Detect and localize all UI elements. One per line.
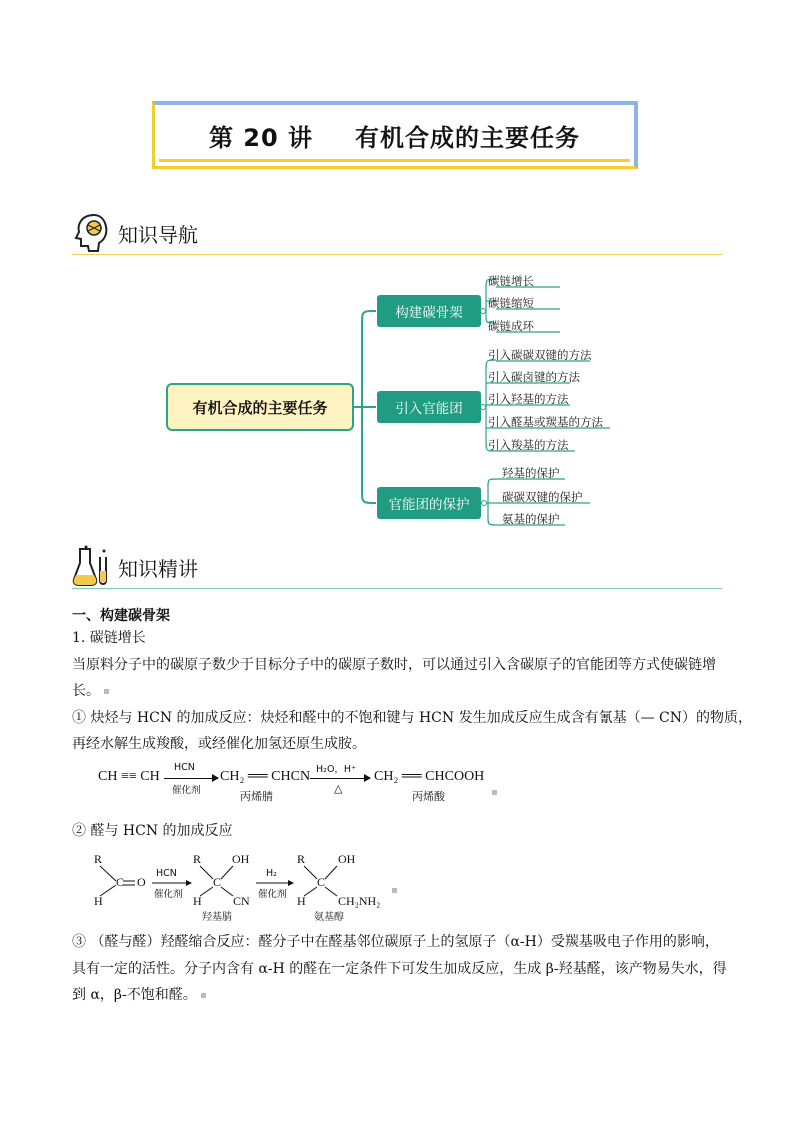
mindmap-branch-carbon-skeleton: 构建碳骨架 [377, 295, 481, 327]
arrow-head-icon [364, 774, 371, 782]
section-label: 知识导航 [118, 223, 198, 247]
section-header-navigation [72, 211, 722, 255]
product-name: 丙烯酸 [412, 790, 445, 803]
heading-1: 一、构建碳骨架 [72, 608, 170, 624]
paragraph-line: 到 α，β-不饱和醛。 [72, 981, 206, 1009]
compound-name: 氨基醇 [314, 912, 344, 923]
mindmap-leaf: 碳链成环 [488, 319, 534, 333]
atom-label: CH₂NH₂ [338, 894, 381, 908]
mindmap-leaf: 碳链缩短 [488, 296, 534, 310]
section-header-lecture [72, 545, 722, 589]
arrow-label-top: H₂ [266, 868, 277, 879]
mindmap-leaf: 引入醛基或羰基的方法 [488, 415, 603, 429]
mindmap-leaf: 碳链增长 [488, 274, 534, 288]
page-title [209, 118, 580, 153]
atom-label: R [193, 852, 202, 866]
arrow-label-bottom: △ [334, 782, 343, 795]
mindmap-leaf: 引入羟基的方法 [488, 392, 569, 406]
reaction-arrow [164, 778, 218, 779]
mindmap-leaf: 羟基的保护 [502, 466, 560, 480]
paragraph-line: ① 炔烃与 HCN 的加成反应：炔烃和醛中的不饱和键与 HCN 发生加成反应生成含有氰基（— CN）的物质， [72, 710, 753, 726]
lab-flask-icon [72, 545, 112, 587]
reaction-arrow [310, 778, 370, 779]
atom-label: C [213, 875, 222, 889]
mindmap-branch-functional-group: 引入官能团 [377, 391, 481, 423]
paragraph-line: 再经水解生成羧酸，或经催化加氢还原生成胺。 [72, 736, 366, 752]
atom-label: H [193, 894, 202, 908]
brain-bulb-icon [72, 211, 112, 253]
mindmap-branch-protection: 官能团的保护 [377, 487, 481, 519]
lecture-number: 第 20 讲 [208, 124, 314, 152]
mindmap-leaf: 引入羧基的方法 [488, 438, 569, 452]
mindmap-leaf: 氨基的保护 [502, 512, 560, 526]
atom-label: OH [232, 852, 250, 866]
arrow-head-icon [212, 774, 219, 782]
title-banner [152, 101, 638, 169]
intermediate-name: 丙烯腈 [240, 790, 273, 803]
arrow-label-top: HCN [174, 762, 195, 773]
reactant: CH ≡≡ CH [98, 769, 160, 784]
paragraph-line: ③ （醛与醛）羟醛缩合反应：醛分子中在醛基邻位碳原子上的氢原子（α-H）受羰基吸电子作用的影响， [72, 934, 719, 950]
atom-label: R [94, 852, 103, 866]
section-label: 知识精讲 [118, 557, 198, 581]
paragraph-line: ② 醛与 HCN 的加成反应 [72, 823, 233, 839]
atom-label: OH [338, 852, 356, 866]
arrow-label-bottom: 催化剂 [154, 889, 183, 900]
atom-label: H [94, 894, 103, 908]
atom-label: C [317, 875, 326, 889]
arrow-label-top: HCN [156, 868, 177, 879]
mindmap-leaf: 碳碳双键的保护 [502, 490, 583, 504]
paragraph-line: 长。 [72, 677, 109, 705]
atom-label: H [297, 894, 306, 908]
paragraph-line: 具有一定的活性。分子内含有 α-H 的醛在一定条件下可发生加成反应，生成 β-羟基醛，该产物易失水，得 [72, 961, 727, 977]
reaction-equation-2 [92, 852, 402, 923]
reaction-equation-1 [98, 762, 498, 802]
atom-label: CN [233, 894, 250, 908]
arrow-label-bottom: 催化剂 [172, 785, 201, 796]
arrow-label-top: H₂O，H⁺ [316, 764, 357, 775]
mindmap-leaf: 引入碳卤键的方法 [488, 370, 580, 384]
atom-label: C [116, 875, 125, 889]
product: CH₂ ══ CHCOOH [374, 769, 485, 784]
atom-label: R [297, 852, 306, 866]
lecture-topic: 有机合成的主要任务 [355, 124, 581, 152]
mindmap-root: 有机合成的主要任务 [166, 383, 354, 431]
arrow-label-bottom: 催化剂 [258, 889, 287, 900]
mindmap-leaf: 引入碳碳双键的方法 [488, 348, 592, 362]
intermediate: CH₂ ══ CHCN [220, 769, 311, 784]
compound-name: 羟基腈 [202, 912, 232, 923]
heading-2: 1. 碳链增长 [72, 630, 146, 646]
paragraph-line: 当原料分子中的碳原子数少于目标分子中的碳原子数时，可以通过引入含碳原子的官能团等方式使碳链增 [72, 657, 716, 673]
atom-label: O [137, 875, 146, 889]
